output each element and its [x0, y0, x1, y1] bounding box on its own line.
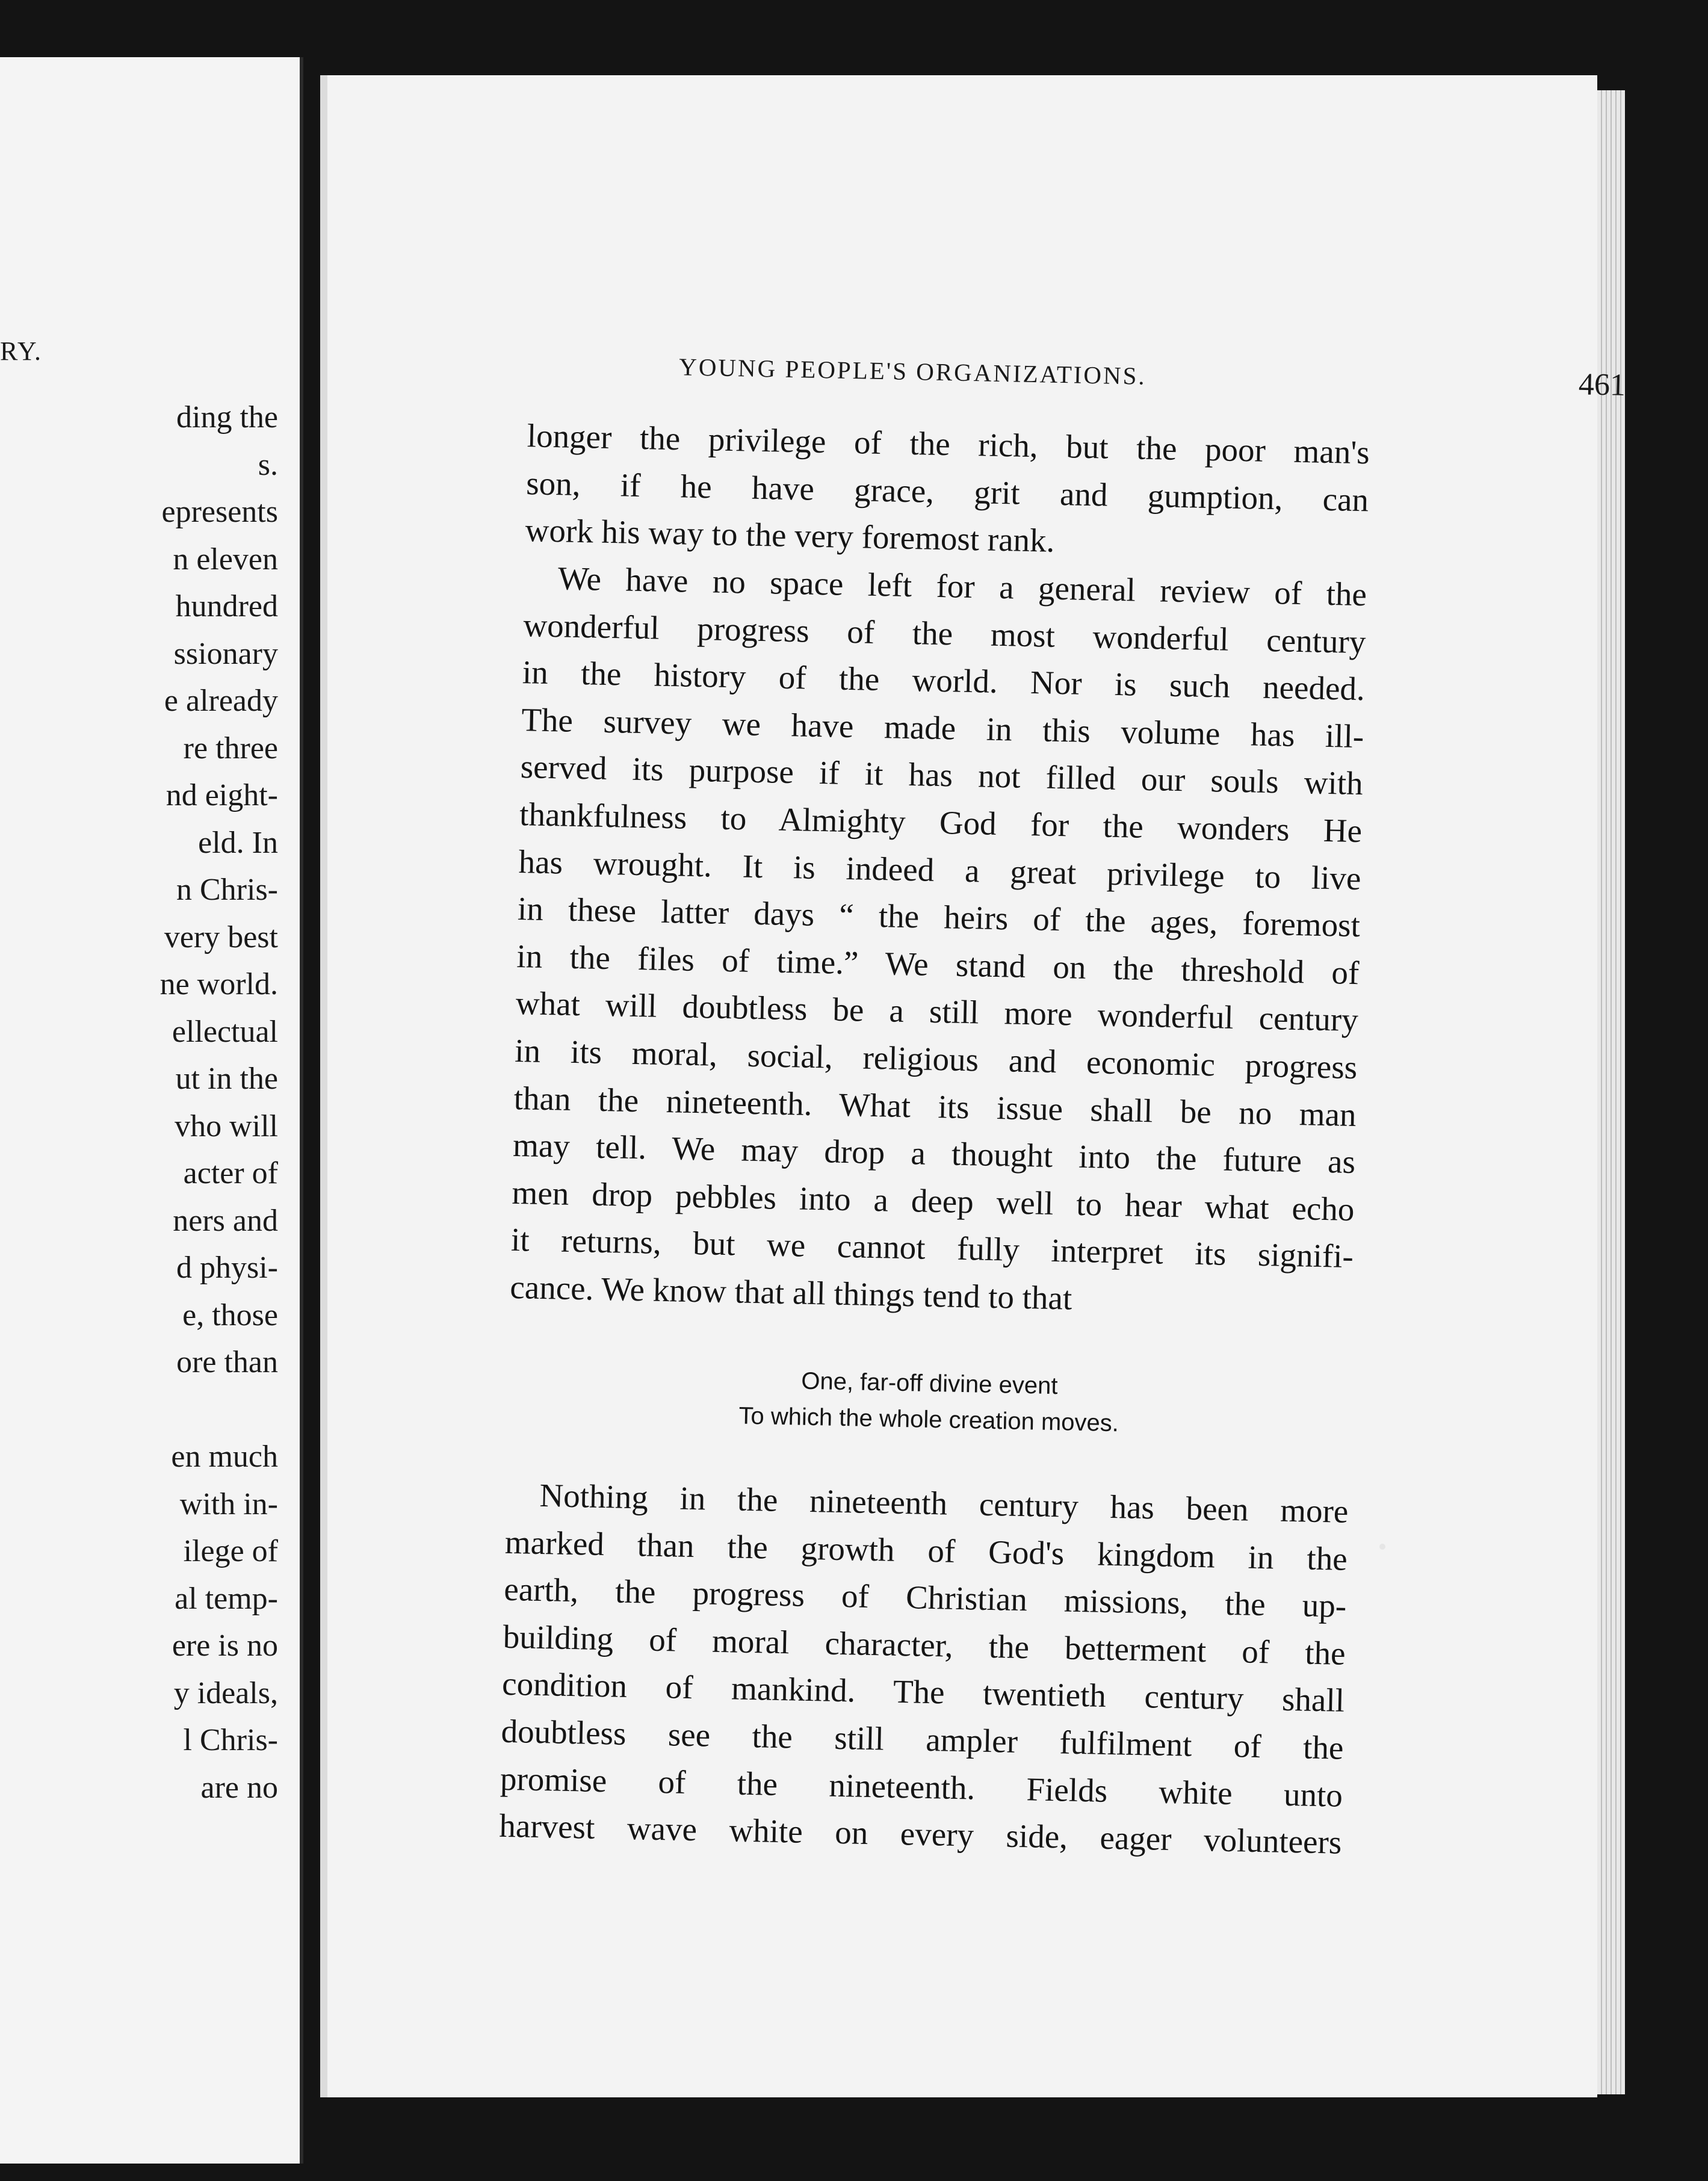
text-line: work his way to the very foremost rank. [525, 512, 1055, 559]
text-line: men drop pebbles into a deep well to hear what echo [512, 1174, 1355, 1228]
text-line: thankfulness to Almighty God for the wonders He [519, 796, 1363, 850]
text-line: doubtless see the still ampler fulfilment of the [501, 1712, 1344, 1766]
text-line: in the history of the world. Nor is such needed. [522, 654, 1366, 708]
text-line: d physi- [176, 1251, 278, 1285]
text-line: ut in the [175, 1062, 278, 1096]
text-line: harvest wave white on every side, eager volunteers [498, 1807, 1342, 1861]
text-line: e already [164, 684, 278, 718]
text-line: promise of the nineteenth. Fields white unto [500, 1760, 1343, 1814]
verse-line: To which the whole creation moves. [738, 1402, 1119, 1437]
text-line: than the nineteenth. What its issue shall be no man [513, 1079, 1357, 1133]
verse-line: One, far-off divine event [800, 1367, 1058, 1400]
text-line: son, if he have grace, grit and gumption, can [525, 464, 1369, 518]
text-line: ners and [173, 1203, 278, 1238]
text-line: vho will [175, 1109, 278, 1143]
text-line: earth, the progress of Christian missions, the up- [503, 1570, 1347, 1625]
text-line: en much [171, 1440, 278, 1474]
text-line: s. [258, 447, 278, 482]
text-line: are no [200, 1770, 278, 1805]
text-line: ilege of [183, 1534, 278, 1568]
text-line: wonderful progress of the most wonderful century [522, 606, 1366, 660]
text-line: hundred [175, 589, 278, 623]
text-line: y ideals, [173, 1675, 278, 1710]
paper-speck [1379, 1544, 1385, 1550]
text-line: ne world. [159, 967, 278, 1001]
text-line: what will doubtless be a still more wonderful century [515, 985, 1359, 1039]
text-line: with in- [179, 1486, 278, 1521]
text-line: ding the [176, 400, 278, 435]
text-line: The survey we have made in this volume has ill- [521, 701, 1364, 755]
left-page-fragment [0, 57, 303, 2164]
right-page [320, 75, 1626, 2097]
text-line: cance. We know that all things tend to that [509, 1268, 1072, 1317]
text-line: acter of [183, 1156, 278, 1190]
text-line: marked than the growth of God's kingdom in the [504, 1523, 1348, 1577]
text-line: e, those [182, 1298, 278, 1332]
text-line: eld. In [198, 825, 278, 860]
running-title: YOUNG PEOPLE'S ORGANIZATIONS. [678, 353, 1147, 390]
text-line: ssionary [173, 636, 278, 671]
text-line: it returns, but we cannot fully interpret its signifi- [510, 1221, 1354, 1275]
text-line: building of moral character, the betterment of the [503, 1618, 1346, 1672]
text-line: has wrought. It is indeed a great privilege to live [518, 843, 1362, 897]
page-content [498, 63, 1708, 1861]
paragraph-gap [160, 1387, 278, 1434]
text-line: very best [164, 920, 278, 954]
paragraph-review [510, 554, 1367, 1328]
text-line: n eleven [173, 542, 278, 577]
text-line: ellectual [172, 1014, 278, 1049]
text-line: longer the privilege of the rich, but the poor man's [527, 417, 1370, 471]
text-line: re three [183, 731, 278, 766]
text-line: l Chris- [183, 1723, 278, 1757]
running-head [529, 349, 1703, 403]
paragraph-continued [525, 412, 1370, 571]
page-number: 461 [1578, 367, 1626, 403]
paragraph-kingdom [499, 1471, 1349, 1867]
text-line: may tell. We may drop a thought into the future as [512, 1127, 1356, 1181]
verse-quotation [507, 1357, 1351, 1446]
text-line: condition of mankind. The twentieth century shall [501, 1665, 1345, 1719]
text-line: We have no space left for a general review of the [557, 560, 1367, 613]
text-line: nd eight- [166, 778, 278, 812]
text-line: in its moral, social, religious and economic progress [514, 1032, 1358, 1086]
text-line: n Chris- [176, 873, 278, 907]
text-line: in these latter days “ the heirs of the ages, foremost [517, 890, 1361, 944]
text-line: in the files of time.” We stand on the threshold of [516, 937, 1360, 991]
text-line: epresents [161, 495, 278, 529]
text-line: Nothing in the nineteenth century has been more [539, 1476, 1349, 1530]
left-page-text [160, 394, 278, 1811]
text-line: ere is no [172, 1629, 278, 1663]
left-running-head: RY. [0, 336, 43, 366]
text-line: served its purpose if it has not filled our souls with [520, 748, 1364, 802]
text-line: al temp- [175, 1581, 278, 1616]
text-line: ore than [176, 1345, 278, 1379]
